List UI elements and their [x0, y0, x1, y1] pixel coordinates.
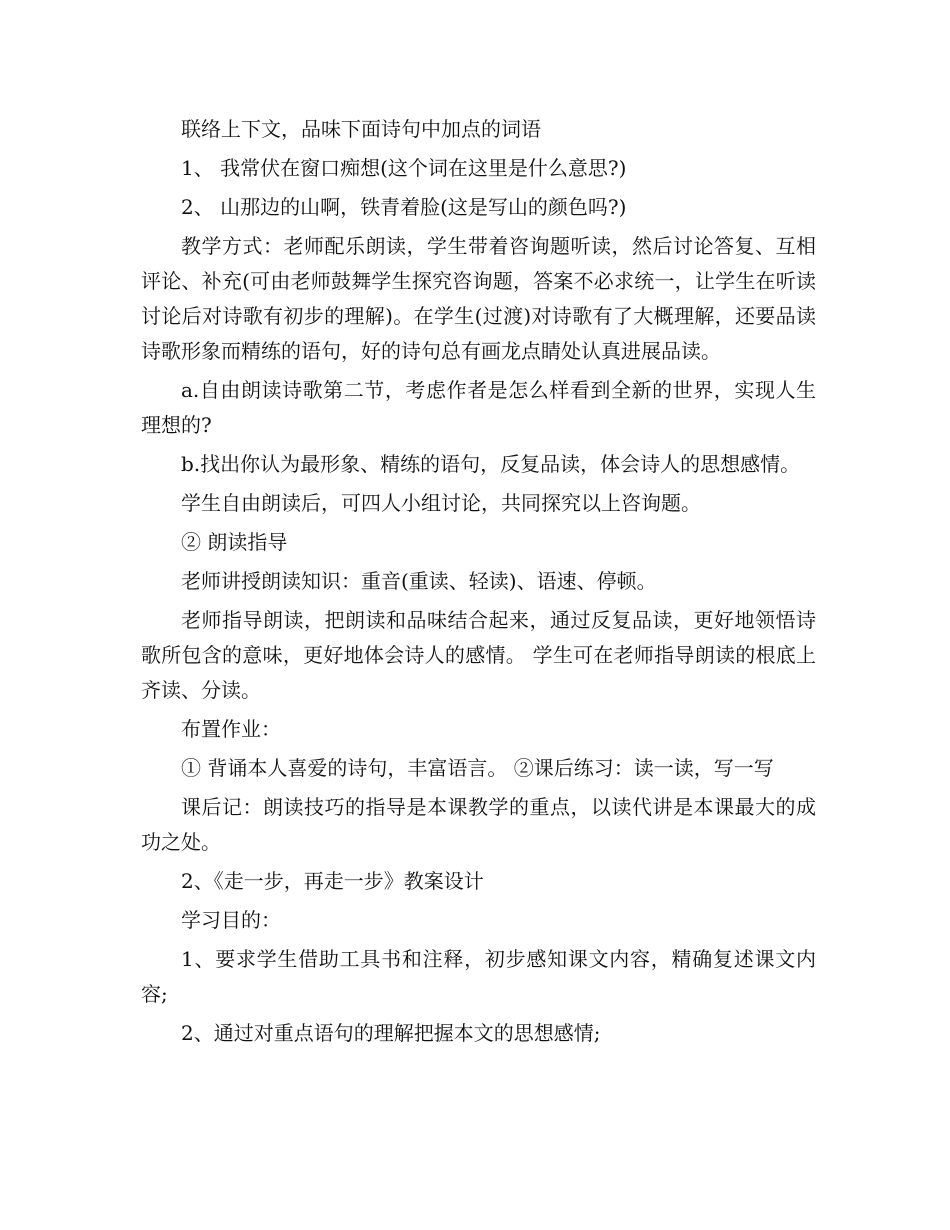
paragraph-question-1: 1、 我常伏在窗口痴想(这个词在这里是什么意思?) [181, 156, 627, 180]
paragraph-homework-items: ① 背诵本人喜爱的诗句，丰富语言。 ②课后练习：读一读，写一写 [181, 756, 774, 780]
paragraph-after-class-notes: 课后记：朗读技巧的指导是本课教学的重点，以读代讲是本课最大的成功之处。 [141, 795, 816, 854]
paragraph-lesson-2-title: 2、《走一步，再走一步》教案设计 [181, 869, 484, 893]
paragraph-learning-goals-heading: 学习目的： [181, 908, 281, 932]
paragraph-teacher-guidance: 老师指导朗读，把朗读和品味结合起来，通过反复品读，更好地领悟诗歌所包含的意味，更好地体会诗人的感情。 学生可在老师指导朗读的根底上齐读、分读。 [141, 608, 816, 702]
paragraph-task-a: a.自由朗读诗歌第二节，考虑作者是怎么样看到全新的世界，实现人生理想的? [141, 378, 816, 437]
paragraph-reading-knowledge: 老师讲授朗读知识：重音(重读、轻读)、语速、停顿。 [181, 569, 657, 593]
paragraph-goal-1: 1、要求学生借助工具书和注释，初步感知课文内容，精确复述课文内容; [141, 947, 816, 1006]
paragraph-group-discussion: 学生自由朗读后，可四人小组讨论，共同探究以上咨询题。 [181, 491, 701, 515]
paragraph-goal-2: 2、通过对重点语句的理解把握本文的思想感情; [181, 1021, 601, 1045]
paragraph-reading-guidance-heading: ② 朗读指导 [181, 530, 288, 554]
paragraph-task-b: b.找出你认为最形象、精练的语句，反复品读，体会诗人的思想感情。 [181, 452, 801, 476]
paragraph-homework-heading: 布置作业： [181, 717, 281, 741]
document-body [141, 112, 816, 1051]
paragraph-context-prompt: 联络上下文，品味下面诗句中加点的词语 [181, 117, 541, 141]
paragraph-teaching-method: 教学方式：老师配乐朗读，学生带着咨询题听读，然后讨论答复、互相评论、补充(可由老师鼓舞学生探究咨询题，答案不必求统一，让学生在听读讨论后对诗歌有初步的理解)。在学生(过渡)对诗歌有了大概理解，还要品读诗歌形象而精练的语句，好的诗句总有画龙点睛处认真进展品读。 [141, 234, 816, 363]
paragraph-question-2: 2、 山那边的山啊，铁青着脸(这是写山的颜色吗?) [181, 195, 627, 219]
